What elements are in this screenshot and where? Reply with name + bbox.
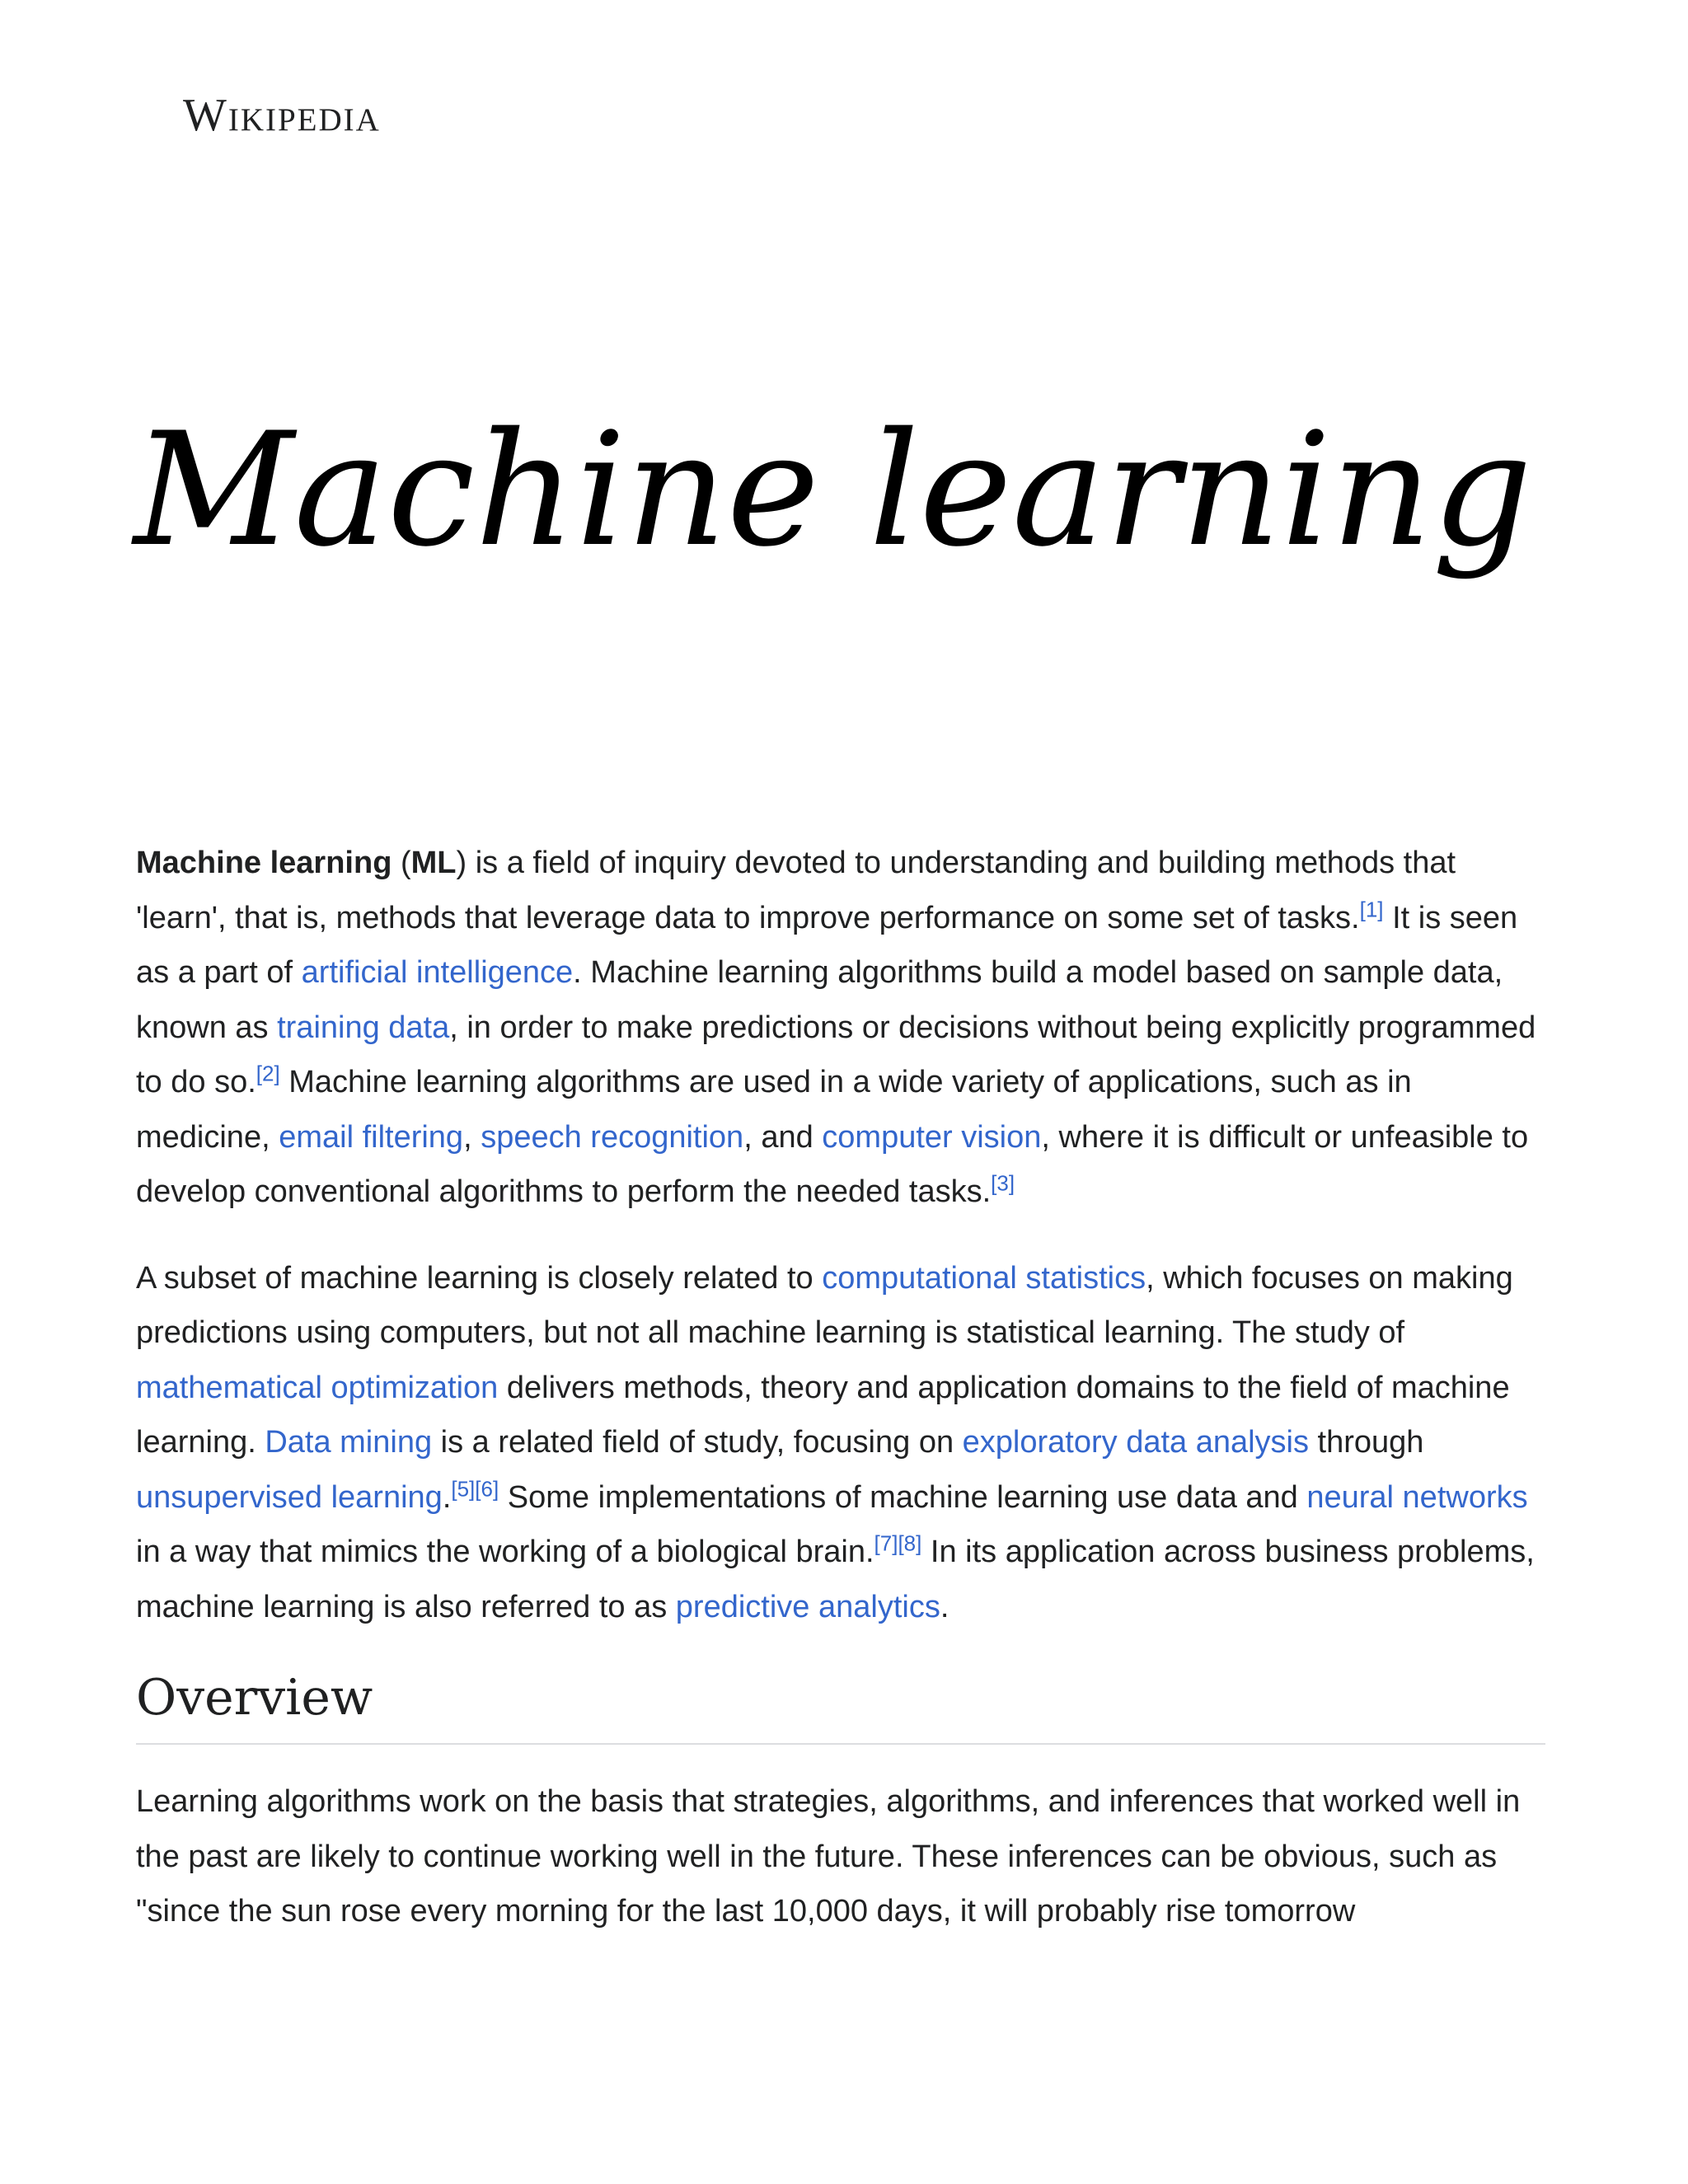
bold-term: ML [410, 846, 457, 880]
body-text: A subset of machine learning is closely related to [136, 1260, 823, 1296]
body-text: , [463, 1119, 481, 1155]
article-link[interactable]: Data mining [265, 1425, 433, 1460]
overview-paragraph: Learning algorithms work on the basis that strategies, algorithms, and inferences that worked well in the past are likely to continue working well in the future. These inferences can be obvious, such as "since the sun rose every morning for the last 10,000 days, it will probably rise tomorrow [136, 1784, 1521, 1929]
reference-link[interactable]: [5] [451, 1475, 476, 1501]
reference-link[interactable]: [6] [475, 1475, 499, 1501]
body-text: through [1309, 1425, 1424, 1460]
reference-link[interactable]: [1] [1359, 896, 1384, 921]
body-text: , in order to make predictions or decisions without being explicitly programmed to do so. [136, 1010, 1536, 1099]
body-text: . Machine learning algorithms build a model based on sample data, known as [136, 955, 1503, 1045]
body-text: is a related field of study, focusing on [432, 1425, 963, 1460]
article-link[interactable]: predictive analytics [675, 1589, 940, 1624]
body-text: Machine learning algorithms are used in a wide variety of applications, such as in medicine, [136, 1065, 1412, 1155]
article-link[interactable]: computational statistics [822, 1260, 1146, 1296]
wikipedia-wordmark[interactable]: Wikipedia [183, 90, 381, 141]
article-link[interactable]: artificial intelligence [301, 955, 574, 990]
article-content [136, 836, 1545, 1971]
article-link[interactable]: computer vision [822, 1119, 1042, 1155]
page-title: Machine learning [134, 399, 1533, 581]
article-link[interactable]: mathematical optimization [136, 1370, 499, 1405]
body-text: ) is a field of inquiry devoted to understanding and building methods that 'learn', that is, methods that leverage data to improve performance on some set of tasks. [136, 846, 1456, 935]
article-link[interactable]: unsupervised learning [136, 1479, 443, 1515]
article-link[interactable]: speech recognition [481, 1119, 744, 1155]
body-text: , and [743, 1119, 823, 1155]
article-link[interactable]: training data [277, 1010, 450, 1045]
body-text: , where it is difficult or unfeasible to develop conventional algorithms to perform the needed tasks. [136, 1119, 1529, 1209]
body-text: in a way that mimics the working of a biological brain. [136, 1535, 874, 1569]
body-text: In its application across business problems, machine learning is also referred to as [136, 1535, 1535, 1624]
body-text: delivers methods, theory and application domains to the field of machine learning. [136, 1370, 1510, 1460]
section-divider [136, 1743, 1545, 1745]
reference-link[interactable]: [3] [991, 1170, 1015, 1196]
article-link[interactable]: exploratory data analysis [962, 1425, 1309, 1460]
lead-paragraph-1 [136, 836, 1545, 1220]
bold-term: Machine learning [136, 846, 392, 880]
body-text: . [940, 1589, 950, 1624]
reference-link[interactable]: [2] [256, 1061, 280, 1086]
section-heading-overview: Overview [136, 1669, 373, 1727]
article-link[interactable]: email filtering [279, 1119, 464, 1155]
body-text: , which focuses on making predictions using computers, but not all machine learning is statistical learning. The study of [136, 1260, 1513, 1350]
body-text: It is seen as a part of [136, 900, 1518, 990]
body-text: Some implementations of machine learning use data and [499, 1479, 1307, 1515]
reference-link[interactable]: [8] [898, 1530, 922, 1556]
body-text: ( [392, 846, 411, 880]
article-link[interactable]: neural networks [1306, 1479, 1528, 1515]
lead-paragraph-2 [136, 1251, 1545, 1635]
body-text: . [442, 1479, 452, 1515]
reference-link[interactable]: [7] [874, 1530, 898, 1556]
